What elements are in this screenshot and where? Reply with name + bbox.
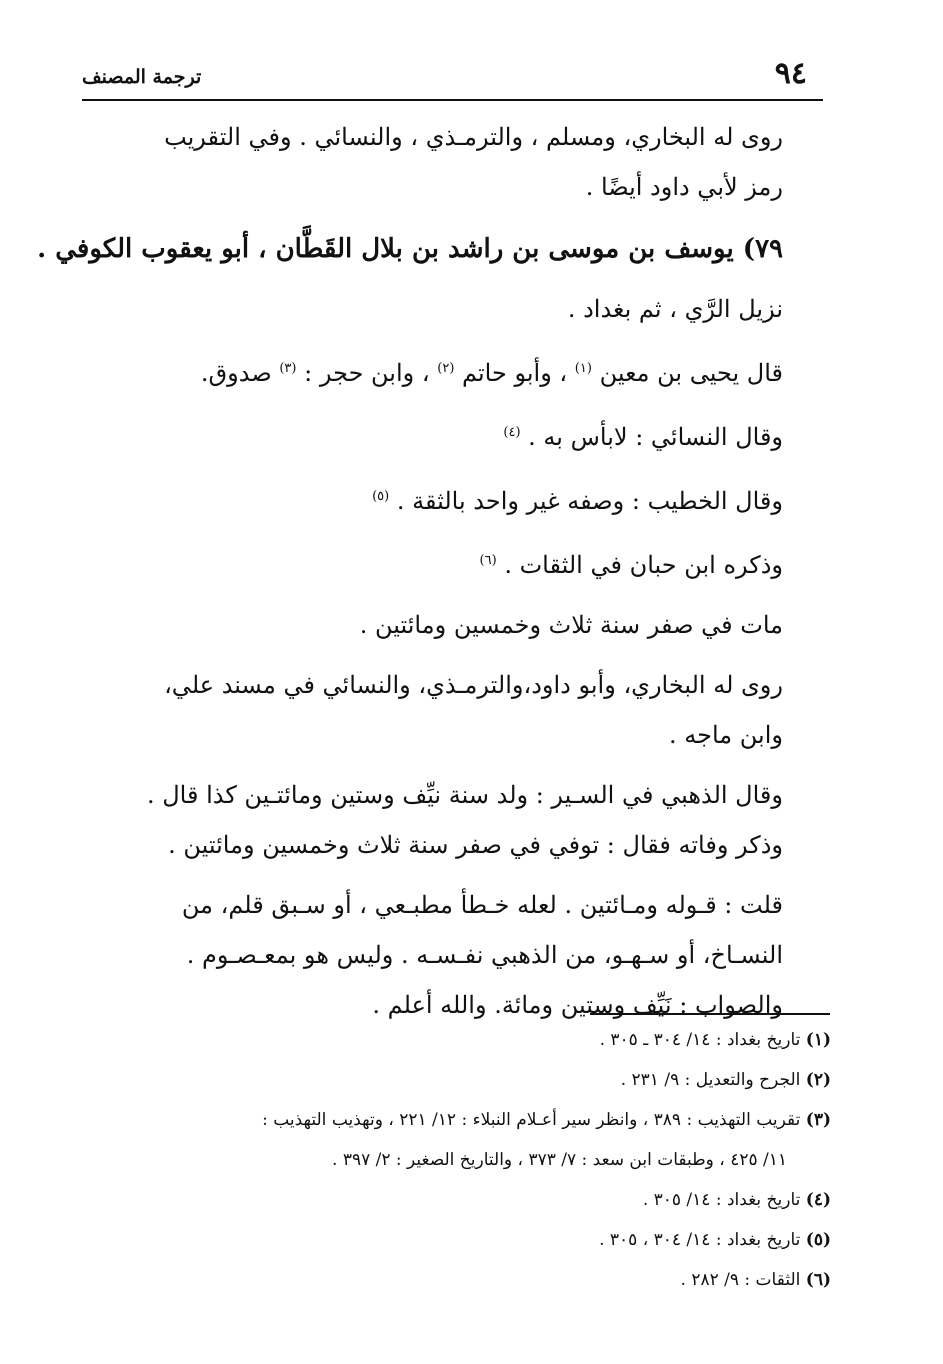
text-line: مات في صفر سنة ثلاث وخمسين ومائتين . <box>359 611 783 639</box>
footnote-number: (٢) <box>805 1070 831 1090</box>
footnote-number: (٥) <box>805 1230 831 1250</box>
footnote-number: (١) <box>805 1030 831 1050</box>
footnote-divider <box>590 1013 830 1015</box>
footnote <box>90 1260 831 1300</box>
text-line: النسـاخ، أو سـهـو، من الذهبي نفـسـه . وليس هو بمعـصـوم . <box>186 941 783 969</box>
page-number: ٩٤ <box>774 56 807 91</box>
footnote <box>90 1020 831 1060</box>
main-text <box>37 112 783 1030</box>
footnote-text: الثقات : ٩/ ٢٨٢ . <box>680 1270 801 1290</box>
footnote <box>90 1180 831 1220</box>
text-fragment: وقال النسائي : لابأس به . <box>520 423 783 451</box>
footnote-text: تاريخ بغداد : ١٤/ ٣٠٤ ـ ٣٠٥ . <box>599 1030 801 1050</box>
text-line: وقال الذهبي في السـير : ولد سنة نيِّف وستين ومائتـين كذا قال . <box>146 781 783 809</box>
text-line: نزيل الرَّي ، ثم بغداد . <box>567 295 783 323</box>
running-title: ترجمة المصنف <box>82 66 202 88</box>
footnote-ref: (٢) <box>437 361 455 376</box>
footnote-ref: (٣) <box>279 361 297 376</box>
text-line <box>88 408 783 462</box>
footnote-text: تاريخ بغداد : ١٤/ ٣٠٤ ، ٣٠٥ . <box>599 1230 801 1250</box>
text-fragment: قال يحيى بن معين <box>591 359 783 387</box>
footnote <box>90 1060 831 1100</box>
page-header <box>82 52 823 98</box>
text-line <box>88 536 783 590</box>
footnote-continuation: ١١/ ٤٢٥ ، وطبقات ابن سعد : ٧/ ٣٧٣ ، والتاريخ الصغير : ٢/ ٣٩٧ . <box>332 1150 787 1170</box>
footnote-text: الجرح والتعديل : ٩/ ٢٣١ . <box>620 1070 801 1090</box>
text-fragment: وقال الخطيب : وصفه غير واحد بالثقة . <box>389 487 783 515</box>
footnote <box>90 1100 831 1140</box>
footnotes <box>90 1020 831 1300</box>
text-line <box>88 344 783 398</box>
footnote-number: (٤) <box>805 1190 831 1210</box>
text-line: روى له البخاري، وأبو داود،والترمـذي، والنسائي في مسند علي، <box>164 671 783 699</box>
text-line: رمز لأبي داود أيضًا . <box>585 173 783 201</box>
text-line: وذكر وفاته فقال : توفي في صفر سنة ثلاث وخمسين ومائتين . <box>168 831 783 859</box>
text-fragment: صدوق. <box>200 359 280 387</box>
footnote-ref: (٤) <box>503 425 521 440</box>
text-line <box>88 472 783 526</box>
text-line: والصواب : نَيِّف وستين ومائة. والله أعلم . <box>372 991 783 1019</box>
text-fragment: ، وابن حجر : <box>296 359 438 387</box>
text-fragment: وذكره ابن حبان في الثقات . <box>496 551 783 579</box>
text-line: قلت : قـوله ومـائتين . لعله خـطأ مطبـعي ، أو سـبق قلم، من <box>181 891 783 919</box>
footnote-number: (٦) <box>805 1270 831 1290</box>
footnote-number: (٣) <box>805 1110 831 1130</box>
header-divider <box>82 99 823 101</box>
footnote-ref: (٥) <box>372 489 390 504</box>
text-fragment: ، وأبو حاتم <box>454 359 575 387</box>
footnote-ref: (٦) <box>479 553 497 568</box>
footnote-text: تاريخ بغداد : ١٤/ ٣٠٥ . <box>642 1190 801 1210</box>
footnote <box>90 1220 831 1260</box>
footnote-ref: (١) <box>574 361 592 376</box>
text-line: روى له البخاري، ومسلم ، والترمـذي ، والنسائي . وفي التقريب <box>164 123 783 151</box>
footnote-text: تقريب التهذيب : ٣٨٩ ، وانظر سير أعـلام النبلاء : ١٢/ ٢٢١ ، وتهذيب التهذيب : <box>262 1110 801 1130</box>
entry-heading: ٧٩) يوسف بن موسى بن راشد بن بلال القَطَّان ، أبو يعقوب الكوفي . <box>37 234 783 264</box>
text-line: وابن ماجه . <box>669 721 783 749</box>
